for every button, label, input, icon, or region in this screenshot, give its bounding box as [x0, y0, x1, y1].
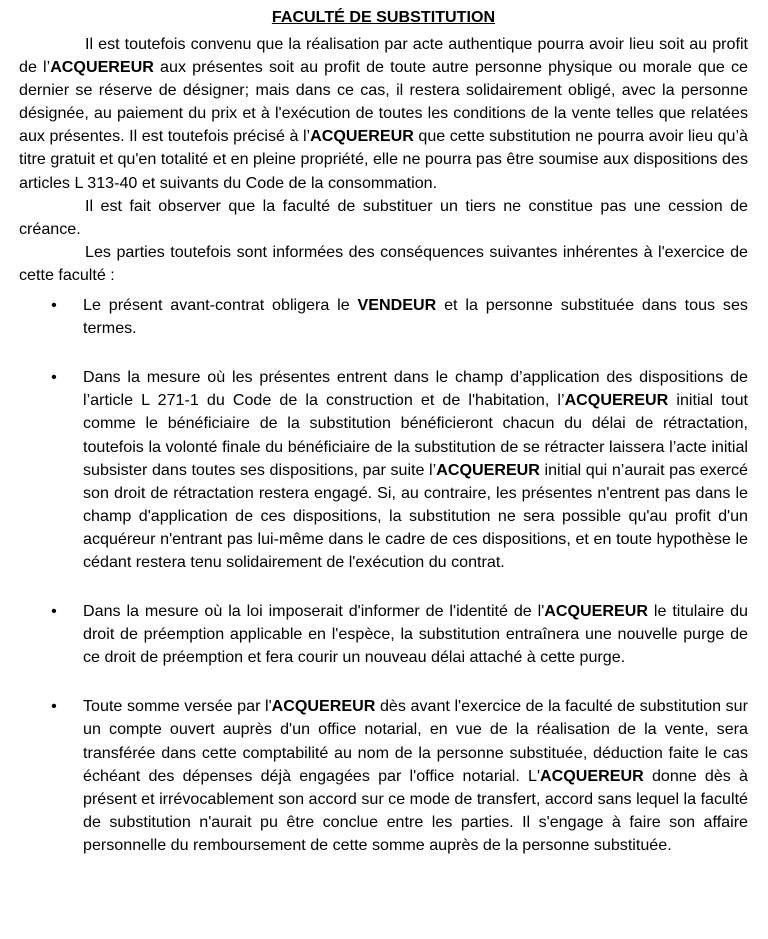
text-segment: Les parties toutefois sont informées des conséquences suivantes inhérentes à l'exercice de cette faculté : [19, 242, 748, 284]
text-segment: Il est fait observer que la faculté de substituer un tiers ne constitue pas une cession de créance. [19, 196, 748, 238]
text-segment: initial qui n’aurait pas exercé son droit de rétractation restera engagé. Si, au contraire, les présentes n'entrent pas dans le champ d'application de ces dispositions, la substitution ne sera possible qu'au profit d'un acquéreur n'entrant pas lui-même dans le cadre de ces dispositions, et en toute hypothèse le cédant restera tenu solidairement de l'exécution du contrat. [83, 460, 749, 571]
text-segment: que cette substitution ne pourra avoir lieu qu’à titre gratuit et qu'en totalité et en pleine propriété, elle ne pourra pas être soumise aux dispositions des articles L 313-40 et suivants du Code de la consommation. [19, 127, 749, 192]
text-segment: Le présent avant-contrat obligera le [83, 296, 358, 315]
text-segment: et la personne substituée dans tous ses termes. [83, 296, 748, 338]
text-segment: le titulaire du droit de préemption applicable en l'espèce, la substitution entraînera une nouvelle purge de ce droit de préemption et fera courir un nouveau délai attaché à cette purge. [83, 602, 748, 667]
text-segment: initial tout comme le bénéficiaire de la substitution bénéficieront chacun du délai de rétractation, toutefois la volonté finale du bénéficiaire de la substitution de se rétracter laissera l’acte initial subsister dans toutes ses dispositions, par suite l’ [83, 391, 748, 479]
bullet-marker: • [51, 368, 57, 387]
body-paragraph [19, 195, 748, 241]
text-segment: dès avant l'exercice de la faculté de substitution sur un compte ouvert auprès d'un office notarial, en vue de la réalisation de la vente, sera transférée dans cette comptabilité au nom de la personne substituée, déduction faite le cas échéant des dépenses déjà engagées par l'office notarial. L' [83, 697, 748, 785]
bullet-marker: • [51, 602, 57, 621]
bullet-marker: • [51, 697, 57, 716]
bullet-item [19, 294, 748, 340]
section-title: FACULTÉ DE SUBSTITUTION [271, 8, 496, 26]
text-segment: Dans la mesure où la loi imposerait d'informer de l'identité de l' [83, 602, 545, 621]
bold-term: ACQUEREUR [564, 391, 669, 410]
text-segment: donne dès à présent et irrévocablement son accord sur ce mode de transfert, accord sans lequel la faculté de substitution n'aurait pu être conclue entre les parties. Il s'engage à faire son affaire personnelle du remboursement de cette somme auprès de la personne substituée. [83, 766, 748, 854]
body-paragraph [19, 33, 748, 195]
text-segment: Dans la mesure où les présentes entrent dans le champ d’application des dispositions de l’article L 271-1 du Code de la construction et de l'habitation, l’ [83, 368, 748, 410]
bullet-marker: • [51, 296, 57, 315]
bold-term: ACQUEREUR [271, 697, 376, 716]
bold-term: ACQUEREUR [50, 58, 154, 77]
text-segment: Il est toutefois convenu que la réalisation par acte authentique pourra avoir lieu soit au profit de l’ [19, 35, 748, 77]
body-paragraph [19, 241, 748, 287]
text-segment: Toute somme versée par l' [83, 697, 272, 716]
bold-term: ACQUEREUR [544, 602, 649, 621]
bold-term: ACQUEREUR [540, 766, 644, 785]
bold-term: VENDEUR [357, 296, 437, 315]
bold-term: ACQUEREUR [310, 127, 414, 146]
text-segment: aux présentes soit au profit de toute autre personne physique ou morale que ce dernier se réserve de désigner; mais dans ce cas, il restera solidairement obligé, avec la personne désignée, au paiement du prix et à l'exécution de toutes les conditions de la vente telles que relatées aux présentes. Il est toutefois précisé à l’ [19, 58, 748, 146]
bullet-list [19, 294, 748, 857]
bullet-item [19, 695, 748, 857]
paragraphs [19, 33, 748, 287]
bullet-item [19, 600, 748, 669]
bullet-item [19, 366, 748, 574]
bold-term: ACQUEREUR [436, 460, 540, 479]
